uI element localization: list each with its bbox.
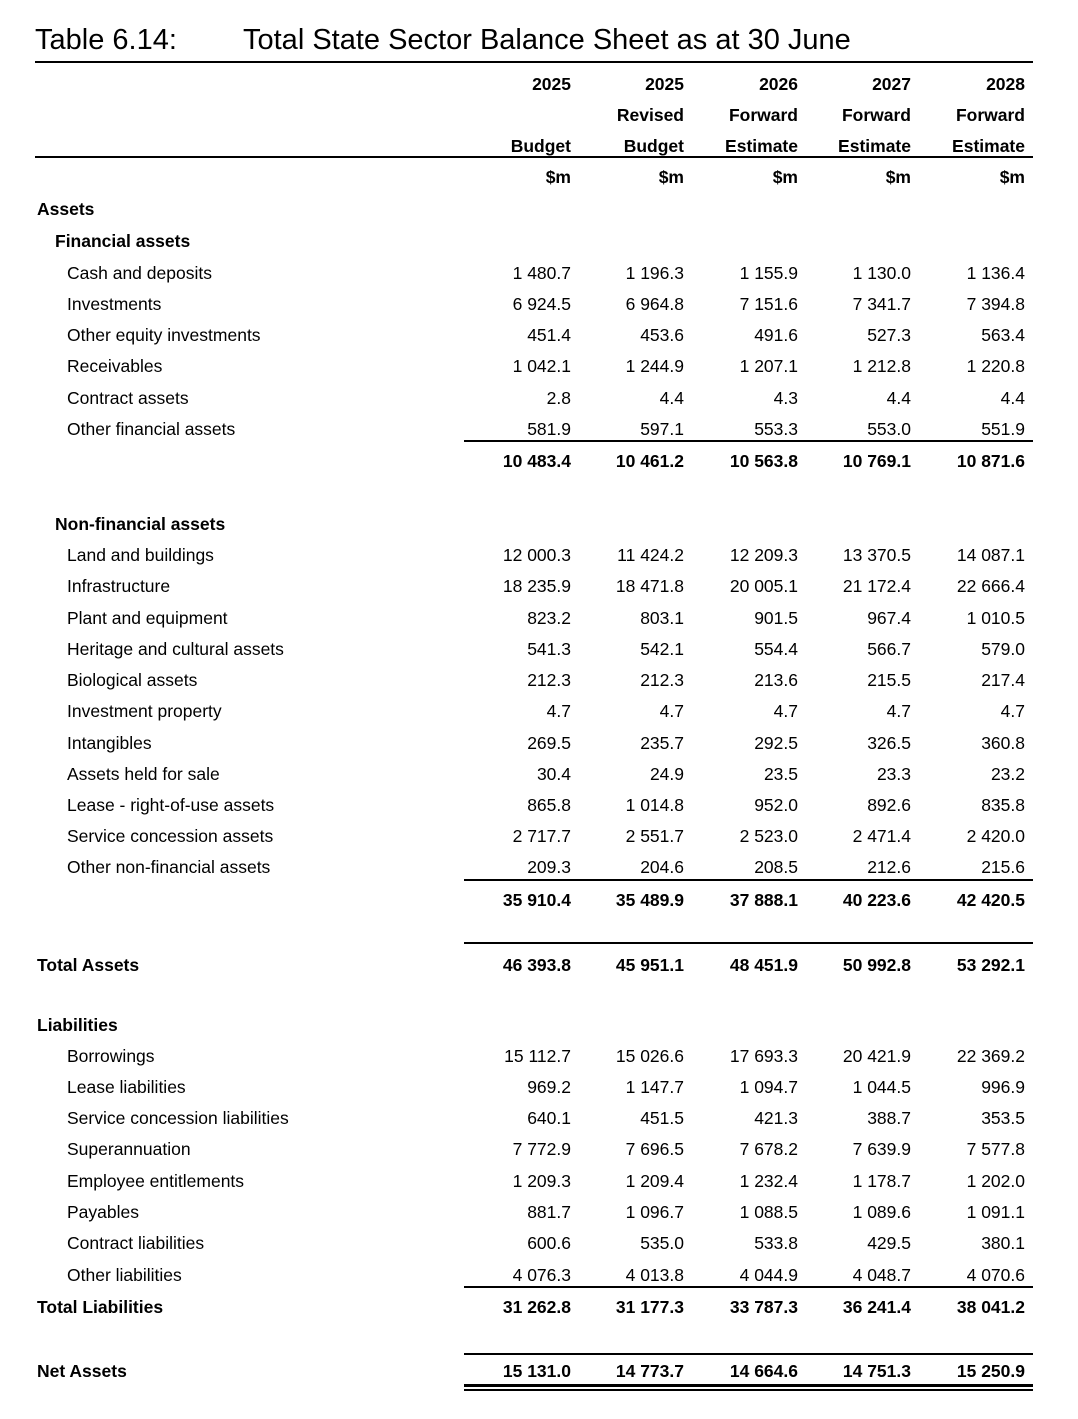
value-cell: 1 209.3 xyxy=(512,1171,571,1191)
value-cell: 553.0 xyxy=(867,419,911,439)
value-cell: 6 924.5 xyxy=(512,294,571,314)
value-cell: 892.6 xyxy=(867,795,911,815)
column-header: 2026 xyxy=(759,74,798,94)
value-cell: 1 130.0 xyxy=(852,263,911,283)
value-cell: 212.6 xyxy=(867,857,911,877)
value-cell: 4 013.8 xyxy=(625,1265,684,1285)
value-cell: 451.5 xyxy=(640,1108,684,1128)
table-row xyxy=(0,1103,1078,1134)
column-header: 2027 xyxy=(872,74,911,94)
value-cell: 14 087.1 xyxy=(956,545,1025,565)
row-label: Other financial assets xyxy=(67,419,236,439)
value-cell: 2 523.0 xyxy=(739,826,798,846)
table-row xyxy=(0,1134,1078,1165)
value-cell: 20 421.9 xyxy=(842,1046,911,1066)
row-label: Contract assets xyxy=(67,388,189,408)
value-cell: 551.9 xyxy=(981,419,1025,439)
value-cell: 2 717.7 xyxy=(512,826,571,846)
row-label: Other equity investments xyxy=(67,325,261,345)
column-header: $m xyxy=(999,167,1025,187)
header-row xyxy=(0,162,1078,193)
value-cell: 10 563.8 xyxy=(729,451,798,471)
value-cell: 2 551.7 xyxy=(625,826,684,846)
value-cell: 380.1 xyxy=(981,1233,1025,1253)
header-row xyxy=(0,100,1078,131)
value-cell: 33 787.3 xyxy=(729,1297,798,1317)
column-header: $m xyxy=(545,167,571,187)
value-cell: 353.5 xyxy=(981,1108,1025,1128)
value-cell: 7 151.6 xyxy=(739,294,798,314)
value-cell: 996.9 xyxy=(981,1077,1025,1097)
value-cell: 13 370.5 xyxy=(842,545,911,565)
value-cell: 30.4 xyxy=(536,764,571,784)
row-label: Employee entitlements xyxy=(67,1171,245,1191)
value-cell: 15 026.6 xyxy=(615,1046,684,1066)
value-cell: 12 000.3 xyxy=(502,545,571,565)
value-cell: 42 420.5 xyxy=(956,890,1025,910)
net-assets-double-rule-2 xyxy=(464,1389,1033,1391)
value-cell: 535.0 xyxy=(640,1233,684,1253)
column-header: $m xyxy=(658,167,684,187)
value-cell: 4 070.6 xyxy=(966,1265,1025,1285)
value-cell: 1 480.7 xyxy=(512,263,571,283)
value-cell: 7 639.9 xyxy=(852,1139,911,1159)
value-cell: 901.5 xyxy=(754,608,798,628)
value-cell: 50 992.8 xyxy=(842,955,911,975)
table-row xyxy=(0,258,1078,289)
row-label: Cash and deposits xyxy=(67,263,212,283)
row-label: Service concession assets xyxy=(67,826,274,846)
value-cell: 969.2 xyxy=(527,1077,571,1097)
value-cell: 881.7 xyxy=(527,1202,571,1222)
table-row xyxy=(0,665,1078,696)
value-cell: 388.7 xyxy=(867,1108,911,1128)
value-cell: 212.3 xyxy=(527,670,571,690)
value-cell: 1 232.4 xyxy=(739,1171,798,1191)
column-header: Estimate xyxy=(725,136,798,156)
section-heading: Assets xyxy=(37,199,95,219)
table-row xyxy=(0,790,1078,821)
value-cell: 865.8 xyxy=(527,795,571,815)
value-cell: 1 209.4 xyxy=(625,1171,684,1191)
table-row xyxy=(0,1228,1078,1259)
value-cell: 48 451.9 xyxy=(729,955,798,975)
value-cell: 7 678.2 xyxy=(739,1139,798,1159)
header-row xyxy=(0,69,1078,100)
column-header: Forward xyxy=(728,105,798,125)
value-cell: 1 014.8 xyxy=(625,795,684,815)
row-label: Land and buildings xyxy=(67,545,214,565)
total-assets-rule xyxy=(464,942,1033,944)
non-financial-subtotal-rule xyxy=(464,879,1033,881)
table-row xyxy=(0,1072,1078,1103)
value-cell: 1 042.1 xyxy=(512,356,571,376)
value-cell: 1 220.8 xyxy=(966,356,1025,376)
value-cell: 4.7 xyxy=(1000,701,1025,721)
value-cell: 1 202.0 xyxy=(966,1171,1025,1191)
table-row xyxy=(0,1041,1078,1072)
value-cell: 213.6 xyxy=(754,670,798,690)
column-header: Revised xyxy=(616,105,684,125)
table-row xyxy=(0,603,1078,634)
financial-assets-subtotal-row xyxy=(0,446,1078,477)
value-cell: 36 241.4 xyxy=(842,1297,911,1317)
value-cell: 10 483.4 xyxy=(502,451,571,471)
value-cell: 554.4 xyxy=(754,639,798,659)
value-cell: 208.5 xyxy=(754,857,798,877)
value-cell: 1 147.7 xyxy=(625,1077,684,1097)
value-cell: 1 091.1 xyxy=(966,1202,1025,1222)
value-cell: 1 089.6 xyxy=(852,1202,911,1222)
value-cell: 600.6 xyxy=(527,1233,571,1253)
row-label: Superannuation xyxy=(67,1139,191,1159)
row-label: Intangibles xyxy=(67,733,152,753)
table-row xyxy=(0,289,1078,320)
value-cell: 269.5 xyxy=(527,733,571,753)
value-cell: 527.3 xyxy=(867,325,911,345)
table-row xyxy=(0,351,1078,382)
table-row xyxy=(0,320,1078,351)
value-cell: 1 136.4 xyxy=(966,263,1025,283)
section-heading-row xyxy=(0,226,1078,257)
row-label: Infrastructure xyxy=(67,576,171,596)
table-row xyxy=(0,696,1078,727)
value-cell: 360.8 xyxy=(981,733,1025,753)
value-cell: 31 262.8 xyxy=(502,1297,571,1317)
value-cell: 533.8 xyxy=(754,1233,798,1253)
value-cell: 566.7 xyxy=(867,639,911,659)
section-heading-row xyxy=(0,509,1078,540)
value-cell: 46 393.8 xyxy=(502,955,571,975)
value-cell: 967.4 xyxy=(867,608,911,628)
value-cell: 4.3 xyxy=(773,388,798,408)
value-cell: 7 577.8 xyxy=(966,1139,1025,1159)
value-cell: 53 292.1 xyxy=(956,955,1025,975)
value-cell: 4.7 xyxy=(886,701,911,721)
value-cell: 204.6 xyxy=(640,857,684,877)
section-heading: Liabilities xyxy=(37,1015,118,1035)
value-cell: 2 471.4 xyxy=(852,826,911,846)
value-cell: 4.4 xyxy=(659,388,684,408)
section-heading-row xyxy=(0,194,1078,225)
value-cell: 4 048.7 xyxy=(852,1265,911,1285)
value-cell: 579.0 xyxy=(981,639,1025,659)
table-row xyxy=(0,728,1078,759)
value-cell: 14 751.3 xyxy=(842,1361,911,1381)
value-cell: 803.1 xyxy=(640,608,684,628)
column-header: Budget xyxy=(623,136,684,156)
value-cell: 6 964.8 xyxy=(625,294,684,314)
value-cell: 15 250.9 xyxy=(956,1361,1025,1381)
value-cell: 2 420.0 xyxy=(966,826,1025,846)
value-cell: 553.3 xyxy=(754,419,798,439)
value-cell: 38 041.2 xyxy=(956,1297,1025,1317)
table-row xyxy=(0,634,1078,665)
row-label: Biological assets xyxy=(67,670,198,690)
value-cell: 22 666.4 xyxy=(956,576,1025,596)
value-cell: 4.7 xyxy=(773,701,798,721)
value-cell: 209.3 xyxy=(527,857,571,877)
table-row xyxy=(0,540,1078,571)
column-header: Budget xyxy=(510,136,571,156)
value-cell: 4 044.9 xyxy=(739,1265,798,1285)
column-header: Estimate xyxy=(952,136,1025,156)
value-cell: 4.7 xyxy=(546,701,571,721)
liabilities-subtotal-rule xyxy=(464,1286,1033,1288)
column-header xyxy=(461,100,571,131)
value-cell: 7 696.5 xyxy=(625,1139,684,1159)
value-cell: 1 010.5 xyxy=(966,608,1025,628)
value-cell: 292.5 xyxy=(754,733,798,753)
value-cell: 597.1 xyxy=(640,419,684,439)
value-cell: 1 044.5 xyxy=(852,1077,911,1097)
row-label: Heritage and cultural assets xyxy=(67,639,284,659)
value-cell: 421.3 xyxy=(754,1108,798,1128)
row-label: Investment property xyxy=(67,701,222,721)
column-header: Forward xyxy=(955,105,1025,125)
column-header: 2025 xyxy=(532,74,571,94)
value-cell: 541.3 xyxy=(527,639,571,659)
value-cell: 4.4 xyxy=(886,388,911,408)
row-label: Net Assets xyxy=(37,1361,127,1381)
value-cell: 40 223.6 xyxy=(842,890,911,910)
column-header: Forward xyxy=(841,105,911,125)
section-heading-row xyxy=(0,1010,1078,1041)
value-cell: 212.3 xyxy=(640,670,684,690)
value-cell: 1 178.7 xyxy=(852,1171,911,1191)
table-row xyxy=(0,383,1078,414)
row-label: Lease liabilities xyxy=(67,1077,186,1097)
value-cell: 7 394.8 xyxy=(966,294,1025,314)
net-assets-row xyxy=(0,1356,1078,1387)
column-header: $m xyxy=(885,167,911,187)
net-assets-top-rule xyxy=(464,1353,1033,1355)
value-cell: 542.1 xyxy=(640,639,684,659)
value-cell: 581.9 xyxy=(527,419,571,439)
value-cell: 14 664.6 xyxy=(729,1361,798,1381)
value-cell: 45 951.1 xyxy=(615,955,684,975)
column-header: 2028 xyxy=(986,74,1025,94)
table-row xyxy=(0,821,1078,852)
table-number: Table 6.14: xyxy=(35,24,177,56)
value-cell: 1 207.1 xyxy=(739,356,798,376)
non-financial-assets-subtotal-row xyxy=(0,885,1078,916)
row-label: Assets held for sale xyxy=(67,764,220,784)
value-cell: 18 471.8 xyxy=(615,576,684,596)
value-cell: 21 172.4 xyxy=(842,576,911,596)
value-cell: 10 769.1 xyxy=(842,451,911,471)
section-heading: Non-financial assets xyxy=(55,514,226,534)
value-cell: 1 196.3 xyxy=(625,263,684,283)
value-cell: 4 076.3 xyxy=(512,1265,571,1285)
row-label: Other non-financial assets xyxy=(67,857,271,877)
value-cell: 491.6 xyxy=(754,325,798,345)
value-cell: 17 693.3 xyxy=(729,1046,798,1066)
value-cell: 952.0 xyxy=(754,795,798,815)
value-cell: 12 209.3 xyxy=(729,545,798,565)
row-label: Other liabilities xyxy=(67,1265,182,1285)
row-label: Service concession liabilities xyxy=(67,1108,289,1128)
value-cell: 35 910.4 xyxy=(502,890,571,910)
financial-subtotal-rule xyxy=(464,440,1033,442)
table-row xyxy=(0,571,1078,602)
value-cell: 20 005.1 xyxy=(729,576,798,596)
row-label: Contract liabilities xyxy=(67,1233,205,1253)
section-heading: Financial assets xyxy=(55,231,191,251)
value-cell: 1 244.9 xyxy=(625,356,684,376)
value-cell: 24.9 xyxy=(649,764,684,784)
value-cell: 23.3 xyxy=(876,764,911,784)
total-assets-row xyxy=(0,950,1078,981)
value-cell: 2.8 xyxy=(546,388,571,408)
value-cell: 7 772.9 xyxy=(512,1139,571,1159)
column-header: $m xyxy=(772,167,798,187)
value-cell: 235.7 xyxy=(640,733,684,753)
row-label: Borrowings xyxy=(67,1046,155,1066)
value-cell: 215.6 xyxy=(981,857,1025,877)
value-cell: 217.4 xyxy=(981,670,1025,690)
row-label: Total Assets xyxy=(37,955,140,975)
value-cell: 823.2 xyxy=(527,608,571,628)
value-cell: 451.4 xyxy=(527,325,571,345)
row-label: Lease - right-of-use assets xyxy=(67,795,275,815)
value-cell: 7 341.7 xyxy=(852,294,911,314)
row-label: Payables xyxy=(67,1202,139,1222)
value-cell: 31 177.3 xyxy=(615,1297,684,1317)
value-cell: 10 461.2 xyxy=(615,451,684,471)
value-cell: 23.5 xyxy=(763,764,798,784)
value-cell: 453.6 xyxy=(640,325,684,345)
value-cell: 1 155.9 xyxy=(739,263,798,283)
row-label: Receivables xyxy=(67,356,163,376)
value-cell: 18 235.9 xyxy=(502,576,571,596)
column-header: 2025 xyxy=(645,74,684,94)
value-cell: 37 888.1 xyxy=(729,890,798,910)
value-cell: 14 773.7 xyxy=(615,1361,684,1381)
table-row xyxy=(0,1166,1078,1197)
value-cell: 835.8 xyxy=(981,795,1025,815)
net-assets-double-rule-1 xyxy=(464,1384,1033,1387)
value-cell: 563.4 xyxy=(981,325,1025,345)
value-cell: 1 094.7 xyxy=(739,1077,798,1097)
row-label: Total Liabilities xyxy=(37,1297,164,1317)
value-cell: 22 369.2 xyxy=(956,1046,1025,1066)
value-cell: 1 088.5 xyxy=(739,1202,798,1222)
value-cell: 11 424.2 xyxy=(617,545,684,565)
value-cell: 429.5 xyxy=(867,1233,911,1253)
value-cell: 15 112.7 xyxy=(504,1046,571,1066)
table-title-text: Total State Sector Balance Sheet as at 30 June xyxy=(243,24,851,56)
row-label: Investments xyxy=(67,294,162,314)
table-row xyxy=(0,759,1078,790)
header-rule xyxy=(35,156,1033,158)
value-cell: 15 131.0 xyxy=(502,1361,571,1381)
value-cell: 215.5 xyxy=(867,670,911,690)
row-label: Plant and equipment xyxy=(67,608,228,628)
value-cell: 1 096.7 xyxy=(625,1202,684,1222)
value-cell: 4.7 xyxy=(659,701,684,721)
value-cell: 10 871.6 xyxy=(956,451,1025,471)
value-cell: 326.5 xyxy=(867,733,911,753)
value-cell: 23.2 xyxy=(990,764,1025,784)
value-cell: 4.4 xyxy=(1000,388,1025,408)
title-rule xyxy=(35,61,1033,63)
value-cell: 640.1 xyxy=(527,1108,571,1128)
table-row xyxy=(0,1197,1078,1228)
column-header: Estimate xyxy=(838,136,911,156)
total-liabilities-row xyxy=(0,1292,1078,1323)
value-cell: 1 212.8 xyxy=(852,356,911,376)
value-cell: 35 489.9 xyxy=(615,890,684,910)
